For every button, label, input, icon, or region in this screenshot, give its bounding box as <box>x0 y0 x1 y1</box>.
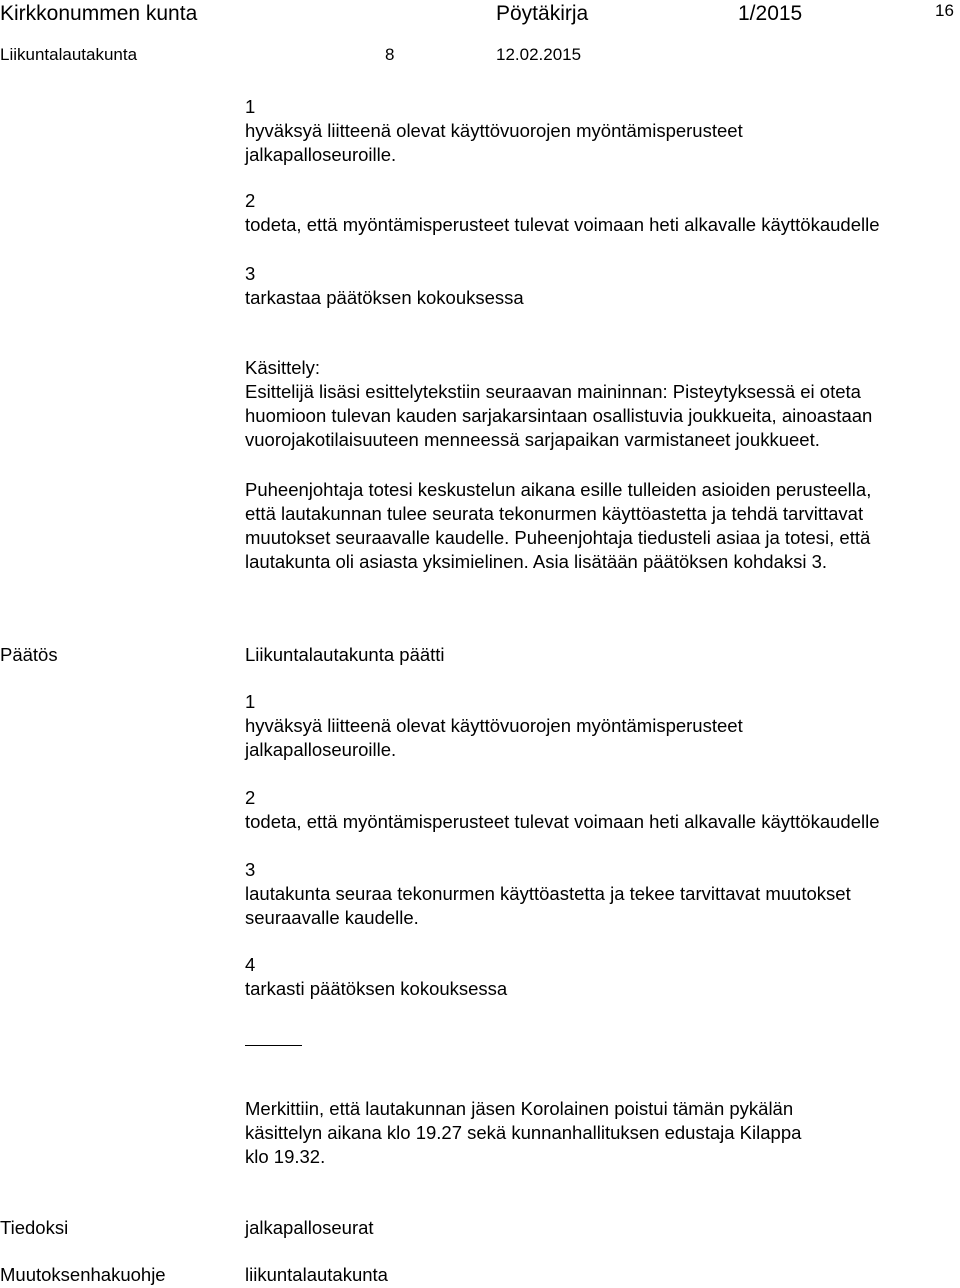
item-text: hyväksyä liitteenä olevat käyttövuorojen myöntämisperusteet <box>245 120 743 141</box>
decision-item-2 <box>245 786 960 834</box>
item-number: 2 <box>245 190 256 211</box>
item-text: tarkastaa päätöksen kokouksessa <box>245 287 524 308</box>
handling-heading: Käsittely: <box>245 357 321 378</box>
board-name: Liikuntalautakunta <box>0 45 138 64</box>
handling-text: muutokset seuraavalle kaudelle. Puheenjohtaja tiedusteli asiaa ja totesi, että <box>245 527 871 548</box>
item-text: todeta, että myöntämisperusteet tulevat voimaan heti alkavalle käyttökaudelle <box>245 214 880 235</box>
item-number: 1 <box>245 691 256 712</box>
decision-item-3 <box>245 858 960 930</box>
decision-label: Päätös <box>0 644 58 665</box>
item-text: todeta, että myöntämisperusteet tulevat voimaan heti alkavalle käyttökaudelle <box>245 811 880 832</box>
item-text: jalkapalloseuroille. <box>245 144 397 165</box>
item-number: 3 <box>245 859 256 880</box>
handling-text: lautakunta oli asiasta yksimielinen. Asia lisätään päätöksen kohdaksi 3. <box>245 551 828 572</box>
item-text: hyväksyä liitteenä olevat käyttövuorojen myöntämisperusteet <box>245 715 743 736</box>
decision-intro: Liikuntalautakunta päätti <box>245 644 445 665</box>
handling-text: vuorojakotilaisuuteen menneessä sarjapaikan varmistaneet joukkueet. <box>245 429 820 450</box>
municipality-name: Kirkkonummen kunta <box>0 2 198 25</box>
handling-text: että lautakunnan tulee seurata tekonurmen käyttöastetta ja tehdä tarvittavat <box>245 503 864 524</box>
item-text: seuraavalle kaudelle. <box>245 907 419 928</box>
note-text: Merkittiin, että lautakunnan jäsen Korolainen poistui tämän pykälän <box>245 1098 794 1119</box>
notify-value: jalkapalloseurat <box>245 1217 374 1238</box>
note-text: käsittelyn aikana klo 19.27 sekä kunnanhallituksen edustaja Kilappa <box>245 1122 802 1143</box>
handling-text: Esittelijä lisäsi esittelytekstiin seuraavan maininnan: Pisteytyksessä ei oteta <box>245 381 861 402</box>
item-number: 3 <box>245 263 256 284</box>
decision-item-1 <box>245 690 960 762</box>
section-number: 8 <box>385 45 395 64</box>
appeal-label: Muutoksenhakuohje <box>0 1264 166 1285</box>
note-text: klo 19.32. <box>245 1146 326 1167</box>
document-number: 1/2015 <box>738 2 803 25</box>
item-text: lautakunta seuraa tekonurmen käyttöastetta ja tekee tarvittavat muutokset <box>245 883 851 904</box>
item-text: jalkapalloseuroille. <box>245 739 397 760</box>
handling-text: huomioon tulevan kauden sarjakarsintaan osallistuvia joukkueita, ainoastaan <box>245 405 873 426</box>
handling-text: Puheenjohtaja totesi keskustelun aikana esille tulleiden asioiden perusteella, <box>245 479 872 500</box>
document-type: Pöytäkirja <box>496 2 589 25</box>
appeal-value: liikuntalautakunta <box>245 1264 388 1285</box>
decision-note <box>245 1097 960 1169</box>
handling-section <box>245 356 960 452</box>
handling-discussion <box>245 478 960 574</box>
meeting-date: 12.02.2015 <box>496 45 582 64</box>
page-number: 16 <box>935 1 954 20</box>
separator-rule <box>245 1045 302 1046</box>
item-number: 1 <box>245 96 256 117</box>
proposal-item-1 <box>245 95 960 167</box>
item-text: tarkasti päätöksen kokouksessa <box>245 978 508 999</box>
proposal-item-2 <box>245 189 960 237</box>
notify-label: Tiedoksi <box>0 1217 69 1238</box>
item-number: 4 <box>245 954 256 975</box>
item-number: 2 <box>245 787 256 808</box>
proposal-item-3 <box>245 262 960 310</box>
decision-item-4 <box>245 953 960 1001</box>
